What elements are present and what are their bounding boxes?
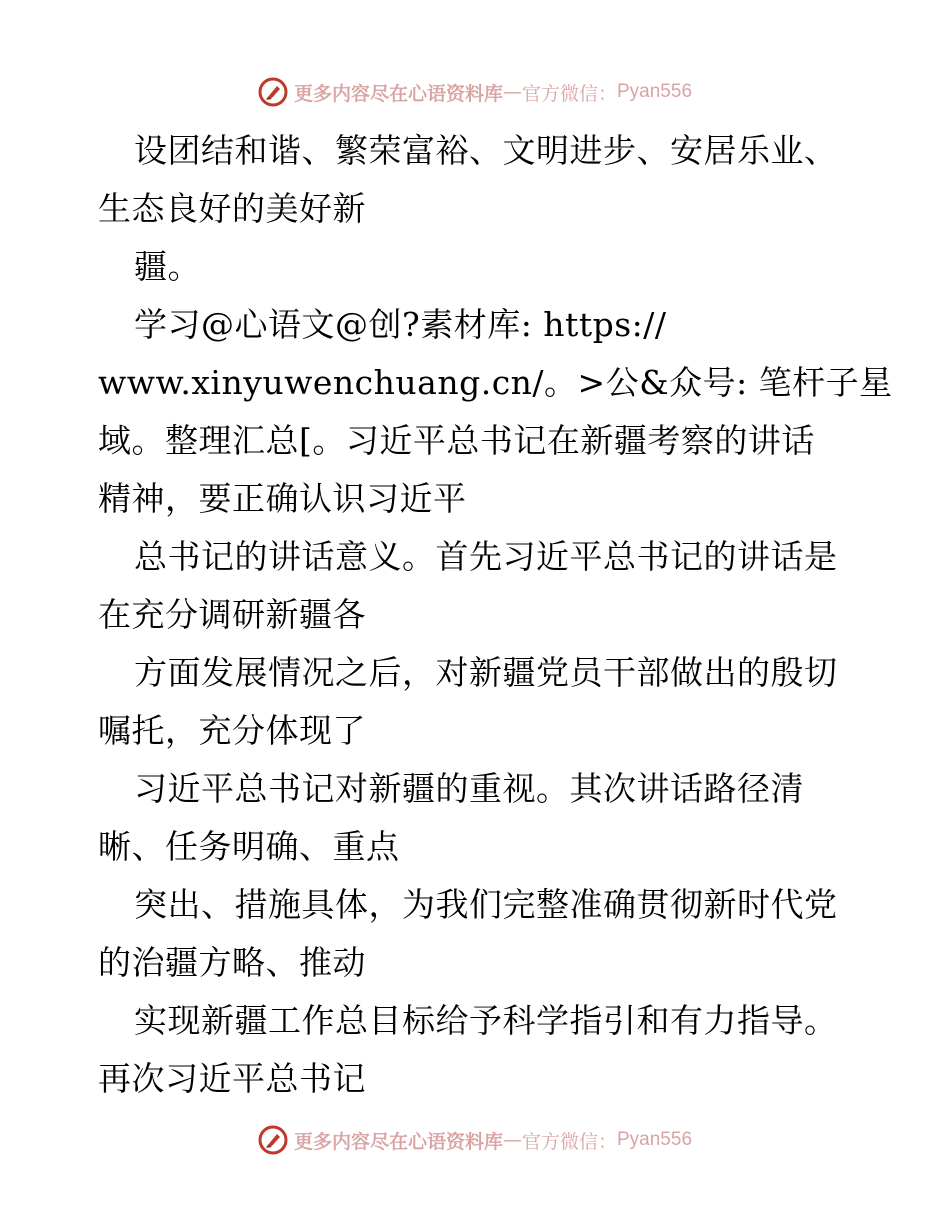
header-dash: — (502, 81, 522, 103)
footer-main-text: 更多内容尽在心语资料库 (293, 1130, 503, 1153)
text-line: 的治疆方略、推动 (98, 943, 366, 982)
text-line: 精神，要正确认识习近平 (98, 479, 467, 518)
text-line: 疆。 (134, 247, 201, 286)
text-line: 在充分调研新疆各 (98, 595, 366, 634)
text-line: 生态良好的美好新 (98, 189, 366, 228)
footer-dash: — (502, 1129, 522, 1151)
text-line: 方面发展情况之后，对新疆党员干部做出的殷切 (134, 653, 838, 692)
text-line: 再次习近平总书记 (98, 1059, 366, 1098)
document-body (98, 122, 893, 1108)
text-line: 嘱托，充分体现了 (98, 711, 366, 750)
text-line: 突出、措施具体，为我们完整准确贯彻新时代党 (134, 885, 838, 924)
footer-wechat-id: Pyan556 (617, 1129, 693, 1150)
header-wechat-label: 官方微信： (521, 82, 617, 105)
pen-logo-icon (258, 1125, 288, 1155)
text-line: 晰、任务明确、重点 (98, 827, 400, 866)
header-main-text: 更多内容尽在心语资料库 (293, 82, 503, 105)
text-line: 域。整理汇总[。习近平总书记在新疆考察的讲话 (98, 421, 815, 460)
text-line: 习近平总书记对新疆的重视。其次讲话路径清 (134, 769, 804, 808)
text-line: 实现新疆工作总目标给予科学指引和有力指导。 (134, 1001, 838, 1040)
footer-wechat-label: 官方微信： (521, 1130, 617, 1153)
header-wechat-id: Pyan556 (617, 81, 693, 102)
header-banner (0, 72, 950, 112)
text-line: 设团结和谐、繁荣富裕、文明进步、安居乐业、 (134, 131, 838, 170)
footer-banner (0, 1120, 950, 1160)
pen-logo-icon (258, 77, 288, 107)
text-line: 总书记的讲话意义。首先习近平总书记的讲话是 (134, 537, 838, 576)
text-line: 学习@心语文@创?素材库: https:// (134, 305, 667, 344)
text-line: www.xinyuwenchuang.cn/。>公&众号: 笔杆子星 (98, 363, 893, 402)
